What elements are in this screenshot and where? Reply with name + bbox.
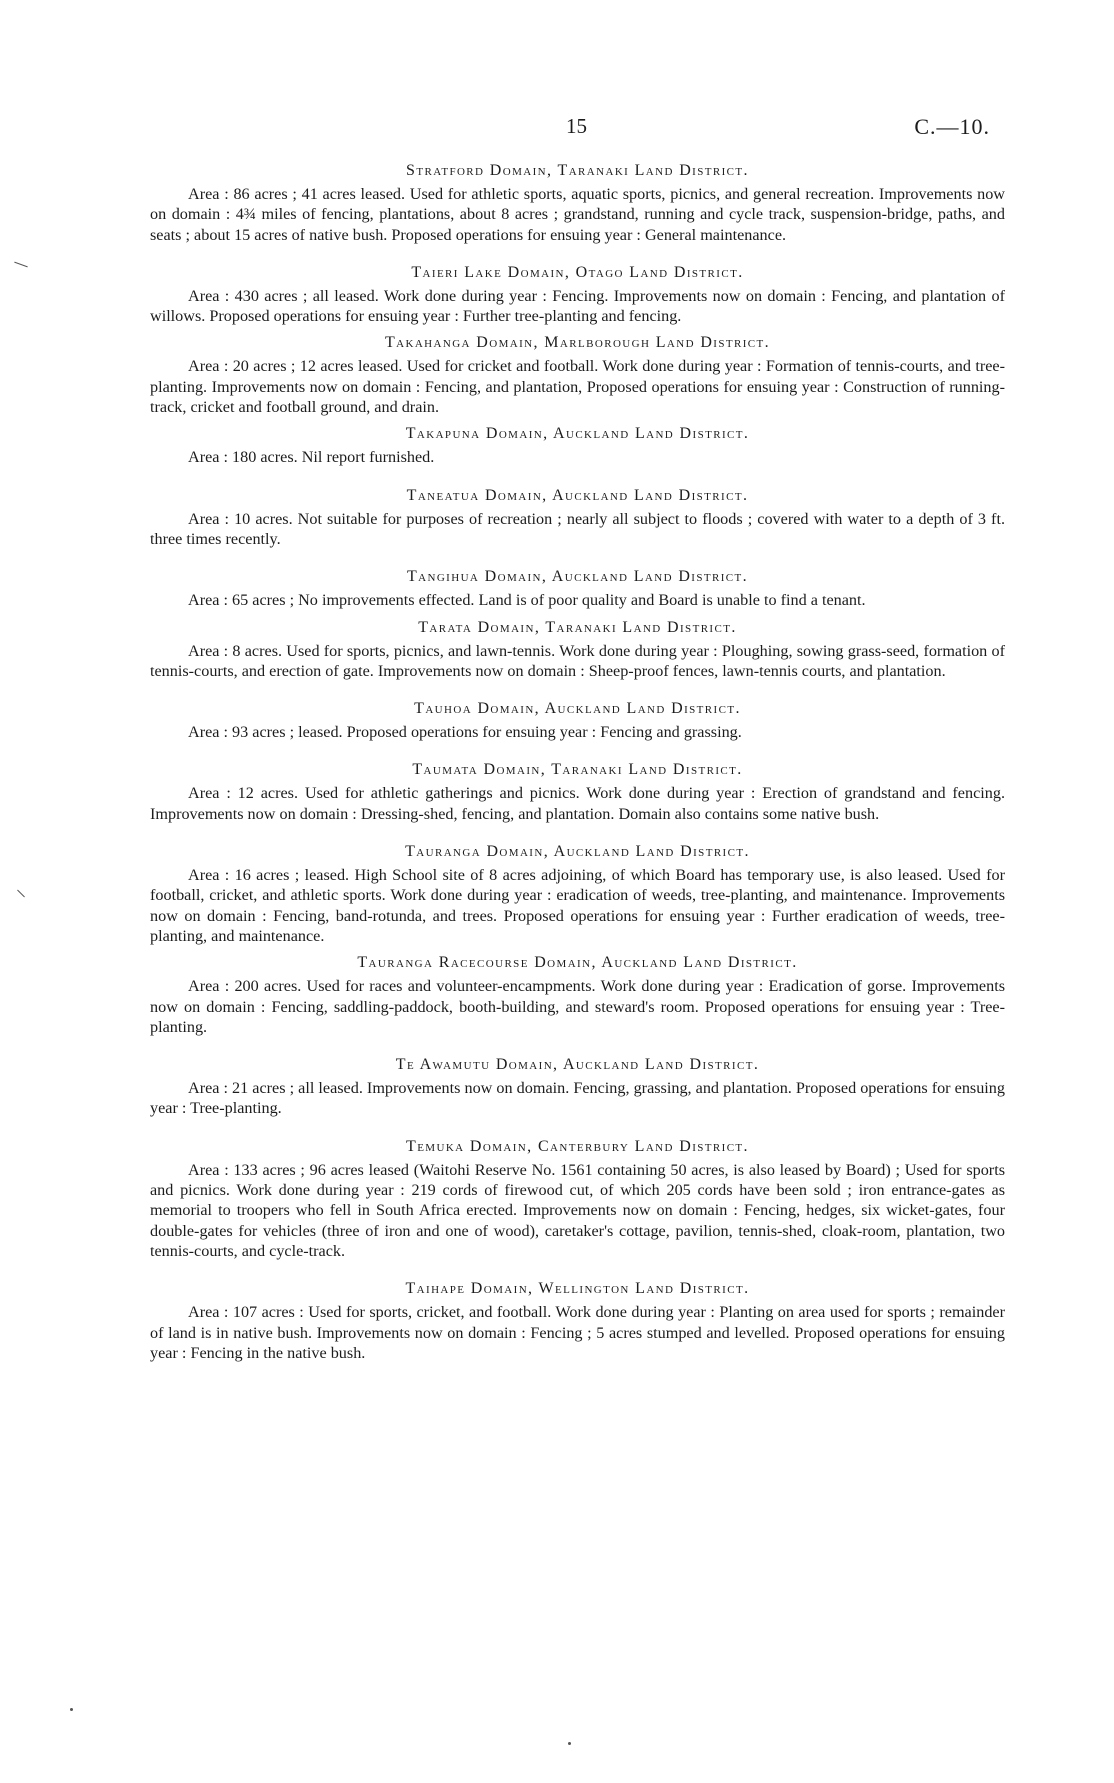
section-body: Area : 21 acres ; all leased. Improvements now on domain. Fencing, grassing, and plantation. Proposed operations for ensuing year : Tree-planting. — [150, 1079, 1005, 1118]
domain-section — [150, 332, 1005, 417]
page-header — [0, 114, 1114, 144]
section-heading: Stratford Domain, Taranaki Land District. — [406, 162, 749, 179]
domain-section — [150, 1136, 1005, 1261]
document-body — [150, 160, 1005, 1380]
section-body: Area : 107 acres : Used for sports, cricket, and football. Work done during year : Planting on area used for sports ; remainder of land is in native bush. Improvements now on domain : Fencing ; 5 acres stumped and levelled. Proposed operations for ensuing year : Fencing in the native bush. — [150, 1303, 1005, 1362]
section-heading: Tauranga Domain, Auckland Land District. — [405, 843, 750, 861]
section-body: Area : 10 acres. Not suitable for purposes of recreation ; nearly all subject to floods ; covered with water to a depth of 3 ft. three times recently. — [150, 509, 1005, 548]
section-heading: Tauhoa Domain, Auckland Land District. — [414, 700, 741, 718]
section-heading: Takapuna Domain, Auckland Land District. — [405, 425, 750, 443]
section-heading: Taumata Domain, Taranaki Land District. — [412, 761, 743, 779]
section-body: Area : 20 acres ; 12 acres leased. Used for cricket and football. Work done during year : Formation of tennis-courts, and tree-planting. Improvements now on domain : Fencing, and plantation, Proposed operations for ensuing year : Construction of running-track, cricket and football ground, and drain. — [150, 357, 1005, 417]
section-heading: Tarata Domain, Taranaki Land District. — [418, 618, 737, 636]
domain-section — [150, 841, 1005, 946]
scan-speck — [17, 890, 25, 898]
section-heading: Te Awamutu Domain, Auckland Land District. — [395, 1056, 760, 1074]
domain-section — [150, 566, 1005, 610]
domain-section — [150, 485, 1005, 550]
document-reference: C.—10. — [914, 114, 990, 139]
section-heading: Taneatua Domain, Auckland Land District. — [406, 486, 749, 504]
domain-section — [150, 1278, 1005, 1363]
section-body: Area : 93 acres ; leased. Proposed operations for ensuing year : Fencing and grassing. — [188, 723, 742, 742]
domain-section — [150, 262, 1005, 327]
scan-speck — [14, 262, 27, 268]
section-body: Area : 430 acres ; all leased. Work done during year : Fencing. Improvements now on domain : Fencing, and plantation of willows. Proposed operations for ensuing year : Further tree-planting and fencing. — [150, 286, 1005, 326]
section-body: Area : 200 acres. Used for races and volunteer-encampments. Work done during year : Eradication of gorse. Improvements now on domain : Fencing, saddling-paddock, booth-building, and steward's room. Proposed operations for ensuing year : Tree-planting. — [150, 977, 1005, 1036]
domain-section — [150, 952, 1005, 1037]
domain-section — [150, 759, 1005, 824]
section-body: Area : 12 acres. Used for athletic gatherings and picnics. Work done during year : Erection of grandstand and fencing. Improvements now on domain : Dressing-shed, fencing, and plantation. Domain also contains some native bush. — [150, 784, 1005, 823]
section-heading: Taihape Domain, Wellington Land District. — [405, 1280, 750, 1298]
section-body: Area : 16 acres ; leased. High School site of 8 acres adjoining, of which Board has temporary use, is also leased. Used for football, cricket, and athletic sports. Work done during year : eradication of weeds, tree-planting, and maintenance. Improvements now on domain : Fencing, band-rotunda, and trees. Proposed operations for ensuing year : Further eradication of weeds, tree-planting, and maintenance. — [150, 866, 1005, 945]
section-body: Area : 180 acres. Nil report furnished. — [188, 448, 435, 467]
page-number: 15 — [566, 114, 587, 138]
section-heading: Tangihua Domain, Auckland Land District. — [406, 568, 749, 586]
section-body: Area : 65 acres ; No improvements effected. Land is of poor quality and Board is unable to find a tenant. — [188, 591, 866, 610]
scan-speck — [568, 1742, 571, 1745]
domain-section — [150, 1054, 1005, 1119]
section-heading: Tauranga Racecourse Domain, Auckland Land District. — [357, 954, 798, 972]
section-heading: Temuka Domain, Canterbury Land District. — [406, 1137, 749, 1155]
domain-section — [150, 423, 1005, 467]
domain-section — [150, 698, 1005, 742]
domain-section — [150, 160, 1005, 245]
section-heading: Taieri Lake Domain, Otago Land District. — [411, 263, 744, 281]
domain-section — [150, 617, 1005, 682]
section-body: Area : 86 acres ; 41 acres leased. Used for athletic sports, aquatic sports, picnics, and general recreation. Improvements now on domain : 4¾ miles of fencing, plantations, about 8 acres ; grandstand, running and cycle track, suspension-bridge, paths, and seats ; about 15 acres of native bush. Proposed operations for ensuing year : General maintenance. — [150, 185, 1005, 244]
section-body: Area : 8 acres. Used for sports, picnics, and lawn-tennis. Work done during year : Ploughing, sowing grass-seed, formation of tennis-courts, and erection of gate. Improvements now on domain : Sheep-proof fences, lawn-tennis courts, and plantation. — [150, 641, 1005, 680]
section-heading: Takahanga Domain, Marlborough Land District. — [384, 334, 771, 352]
section-body: Area : 133 acres ; 96 acres leased (Waitohi Reserve No. 1561 containing 50 acres, is also leased by Board) ; Used for sports and picnics. Work done during year : 219 cords of firewood cut, of which 205 cords have been sold ; iron entrance-gates as memorial to troopers who fell in South Africa erected. Improvements now on domain : Fencing, hedges, six wicket-gates, four double-gates for vehicles (three of iron and one of wood), caretaker's cottage, pavilion, tennis-shed, cloak-room, plantation, two tennis-courts, and cycle-track. — [150, 1160, 1005, 1260]
scan-speck — [70, 1708, 73, 1711]
